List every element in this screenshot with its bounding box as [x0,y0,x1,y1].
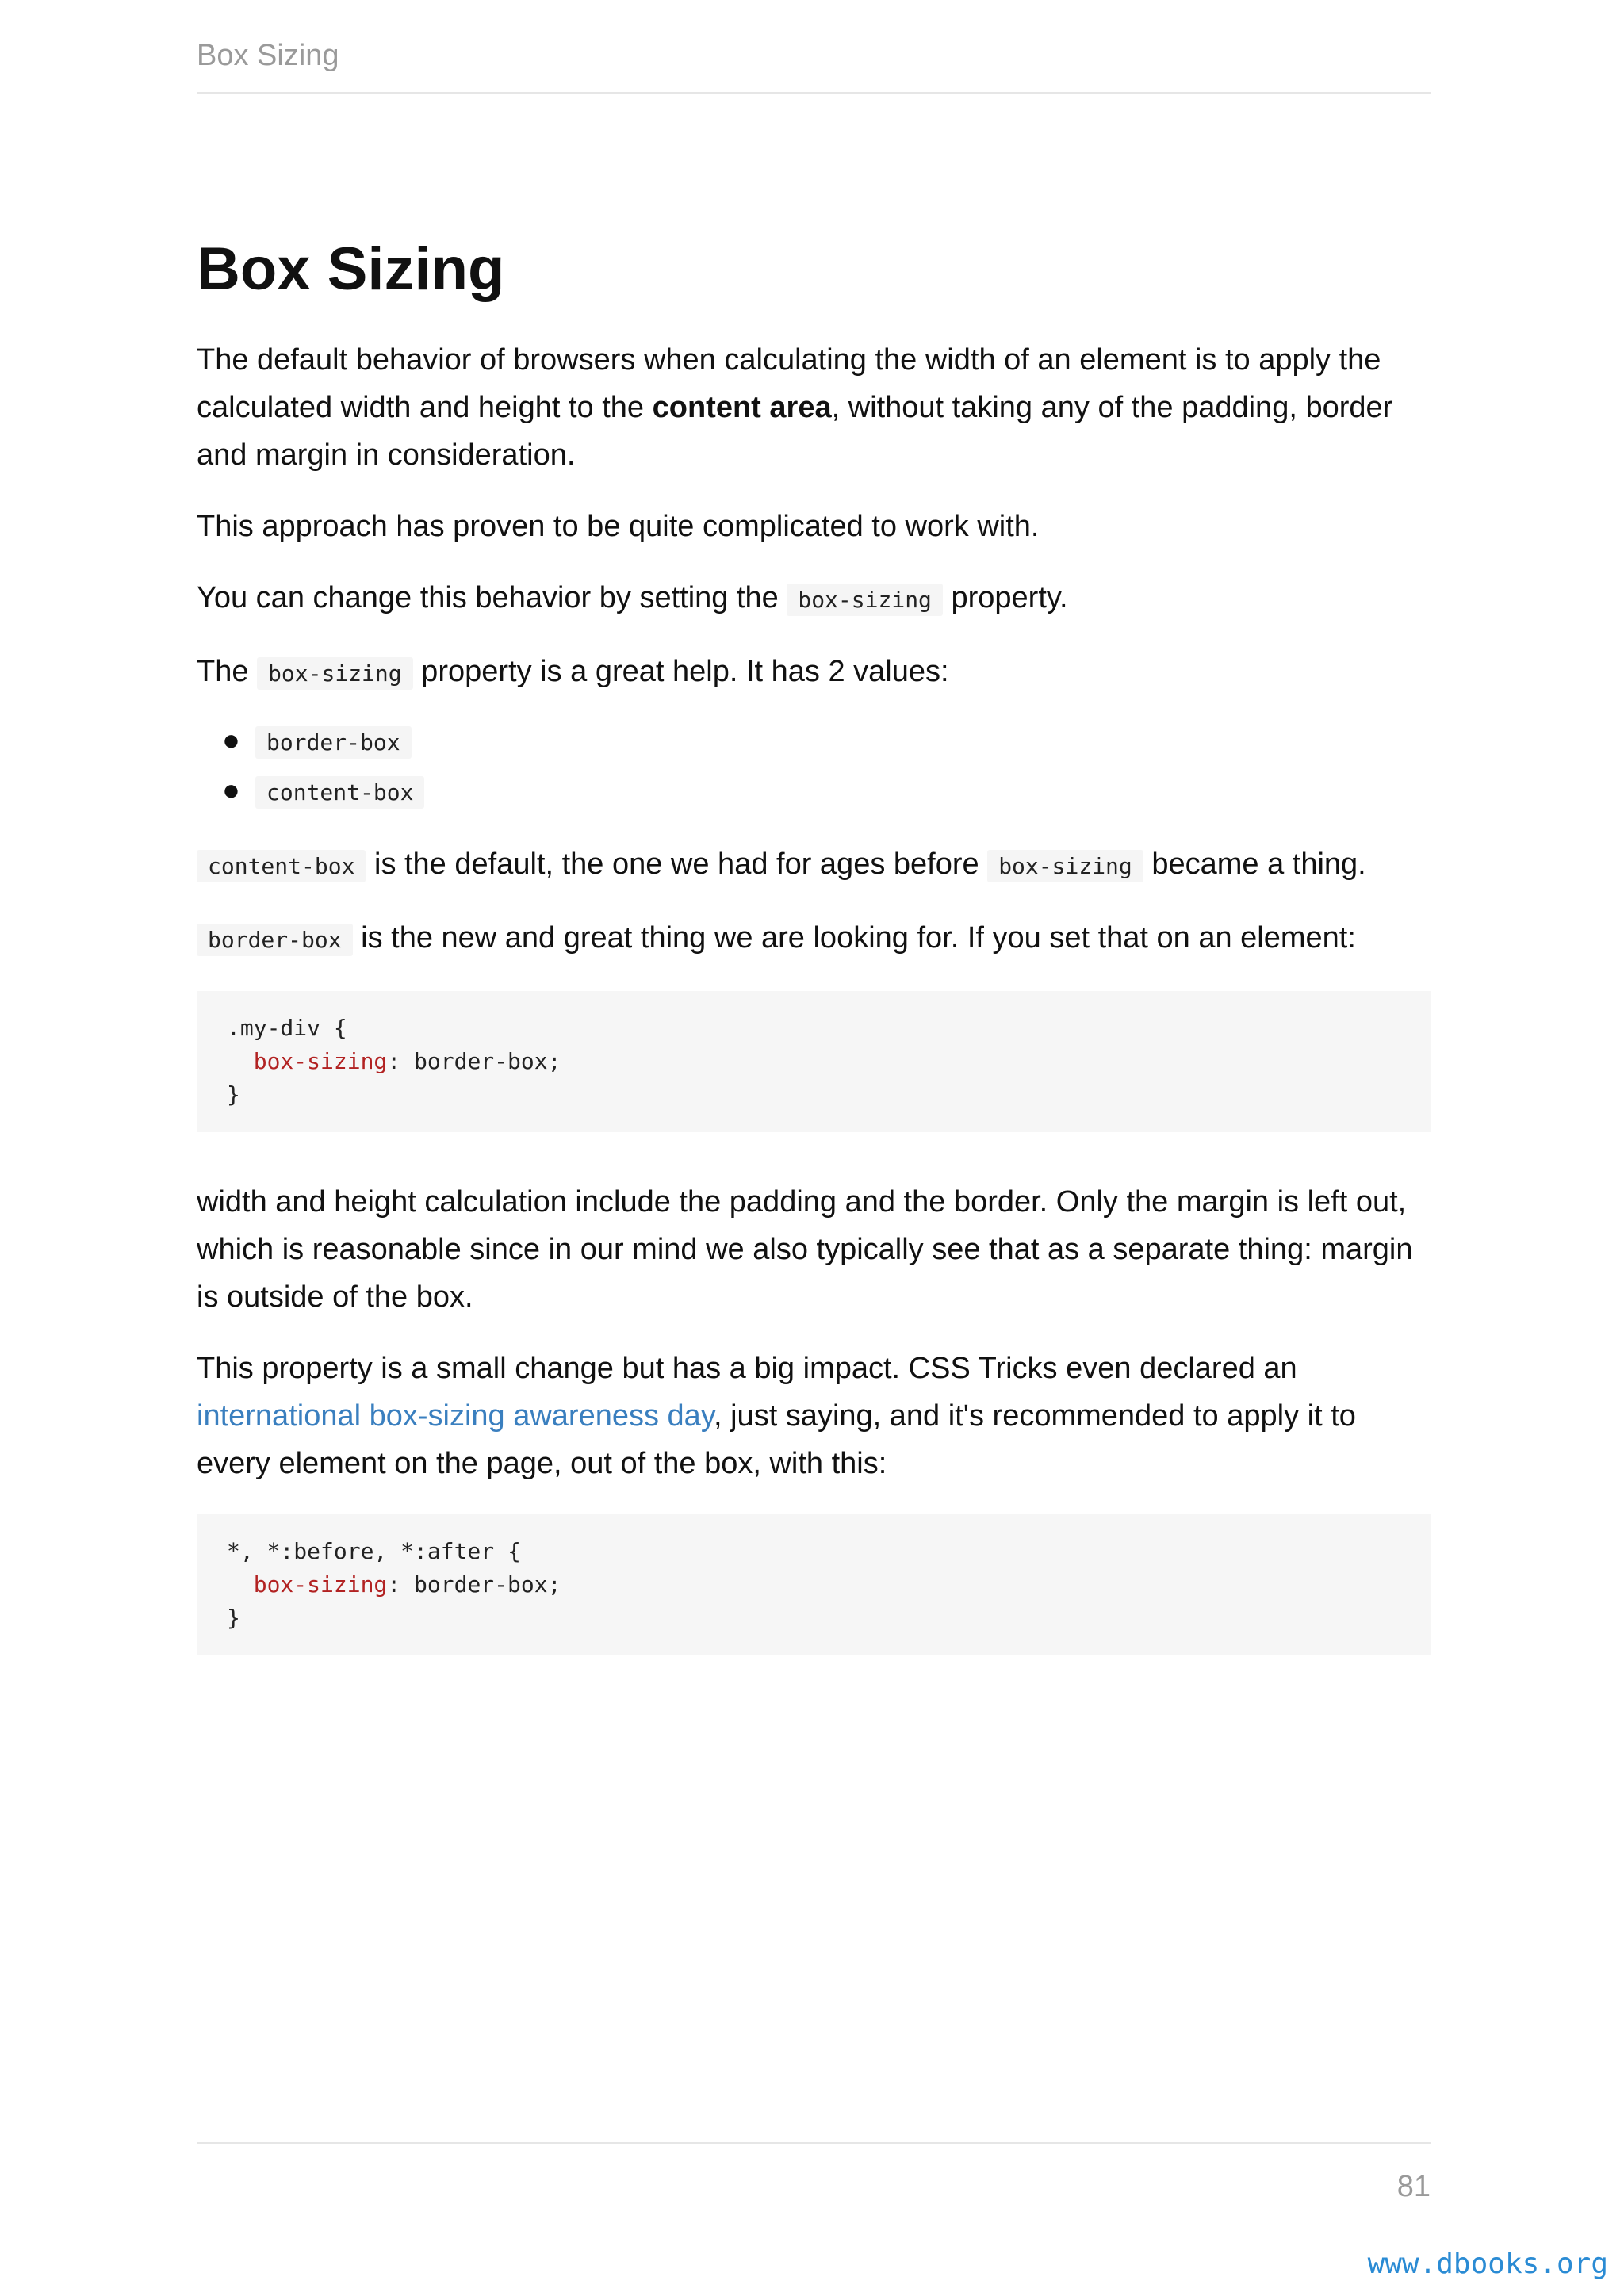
complicated-paragraph: This approach has proven to be quite complicated to work with. [197,510,1040,543]
article-content [197,222,1431,1655]
inline-code-box-sizing: box-sizing [987,850,1143,882]
bullet-icon: ● [222,774,240,807]
default-text-middle: is the default, the one we had for ages before [366,848,988,881]
code-indent [227,1571,254,1598]
page-title: Box Sizing [197,235,505,303]
include-paragraph: width and height calculation include the padding and the border. Only the margin is left out, which is reasonable since in our mind we also typically see that as a separate thing: margin is outside of the box. [197,1185,1413,1314]
values-list [197,717,1431,817]
intro-text-end: , without taking any of the padding, border and margin in consideration. [197,391,1393,472]
page-footer [197,2142,1431,2203]
change-behavior-paragraph [197,574,1431,624]
code-value: : border-box; [387,1048,561,1074]
awareness-day-link[interactable]: international box-sizing awareness day [197,1399,714,1433]
values-text-start: The [197,655,258,688]
impact-paragraph [197,1345,1431,1487]
impact-text-start: This property is a small change but has a big impact. CSS Tricks even declared an [197,1352,1297,1385]
code-line: *, *:before, *:after { [227,1538,521,1564]
default-text-end: became a thing. [1143,848,1366,881]
page-header [197,35,1431,94]
intro-bold-term: content area [652,391,832,424]
inline-code-box-sizing: box-sizing [787,584,943,616]
default-paragraph [197,840,1431,890]
code-block-my-div [197,991,1431,1132]
inline-code-content-box: content-box [197,850,366,882]
list-item [197,767,1431,817]
change-text-end: property. [942,581,1068,614]
watermark: www.dbooks.org [1367,2248,1608,2280]
change-text-start: You can change this behavior by setting the [197,581,787,614]
values-paragraph [197,648,1431,698]
inline-code-box-sizing: box-sizing [257,657,413,690]
code-line: .my-div { [227,1015,347,1041]
code-property: box-sizing [253,1048,388,1074]
intro-paragraph [197,336,1431,479]
code-value: : border-box; [387,1571,561,1598]
values-text-end: property is a great help. It has 2 values: [412,655,949,688]
inline-code-border-box: border-box [255,726,412,759]
inline-code-content-box: content-box [255,776,424,809]
code-line: } [227,1605,240,1631]
list-item [197,717,1431,767]
running-header-title: Box Sizing [197,39,339,72]
page-number: 81 [1396,2170,1431,2203]
new-thing-text: is the new and great thing we are looking for. If you set that on an element: [352,921,1356,955]
code-property: box-sizing [253,1571,388,1598]
code-line: } [227,1081,240,1108]
new-thing-paragraph [197,914,1431,964]
bullet-icon: ● [222,724,240,757]
inline-code-border-box: border-box [197,924,353,956]
intro-text-start: The default behavior of browsers when calculating the width of an element is to apply the calculated width and height to the [197,343,1381,424]
code-block-universal [197,1514,1431,1655]
impact-text-end: , just saying, and it's recommended to apply it to every element on the page, out of the box, with this: [197,1399,1356,1480]
code-indent [227,1048,254,1074]
